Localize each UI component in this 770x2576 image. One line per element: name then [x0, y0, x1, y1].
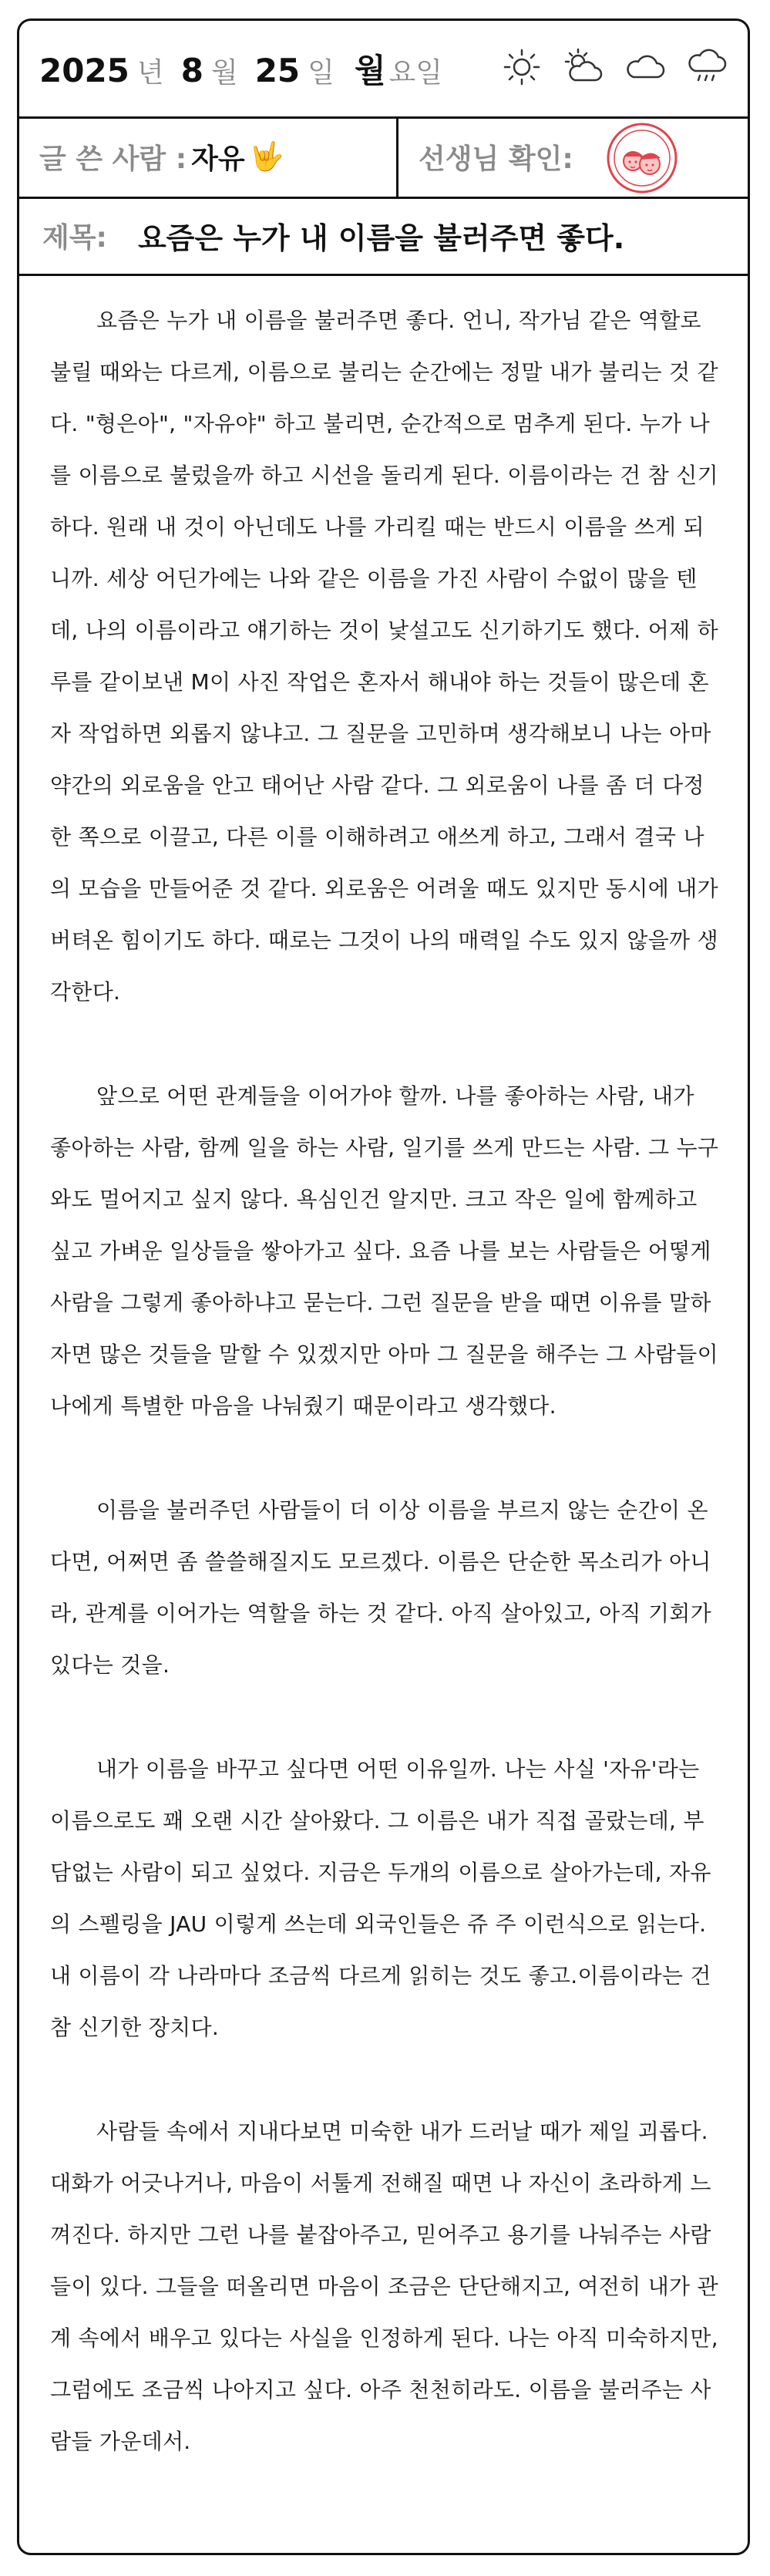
date-day-unit: 일: [308, 57, 335, 89]
teacher-cell: [398, 116, 748, 197]
date: [39, 45, 459, 92]
date-year: 2025: [39, 52, 129, 89]
partly-cloudy-icon[interactable]: [563, 46, 604, 91]
diary-sheet: [17, 19, 750, 2555]
author-row: [19, 116, 748, 199]
weather-options: [501, 46, 728, 91]
diary-body: [50, 295, 722, 2520]
paragraph: 이름을 불러주던 사람들이 더 이상 이름을 부르지 않는 순간이 온다면, 어쩌면 좀 쓸쓸해질지도 모르겠다. 이름은 단순한 목소리가 아니라, 관계를 이어가는 역할을 하는 것 같다. 아직 살아있고, 아직 기회가 있다는 것을.: [50, 1497, 712, 1678]
diary-title: 요즘은 누가 내 이름을 불러주면 좋다.: [137, 221, 625, 255]
paragraph: 내가 이름을 바꾸고 싶다면 어떤 이유일까. 나는 사실 '자유'라는 이름으로도 꽤 오랜 시간 살아왔다. 그 이름은 내가 직접 골랐는데, 부담없는 사람이 되고 싶었다. 지금은 두개의 이름으로 살아가는데, 자유의 스펠링을 JAU 이렇게 쓰는데 외국인들은 쥬 주 이런식으로 읽는다. 내 이름이 각 나라마다 조금씩 다르게 읽히는 것도 좋고.이름이라는 건 참 신기한 장치다.: [50, 1756, 711, 2040]
date-month-unit: 월: [210, 57, 238, 89]
writer-cell: [19, 116, 398, 197]
hand-emoji: 🤟: [249, 141, 284, 173]
paragraph: 앞으로 어떤 관계들을 이어가야 할까. 나를 좋아하는 사람, 내가 좋아하는 사람, 함께 일을 하는 사람, 일기를 쓰게 만드는 사람. 그 누구와도 멀어지고 싶지 않다. 욕심인건 알지만. 크고 작은 일에 함께하고 싶고 가벼운 일상들을 쌓아가고 싶다. 요즘 나를 보는 사람들은 어떻게 사람을 그렇게 좋아하냐고 묻는다. 그런 질문을 받을 때면 이유를 말하자면 많은 것들을 말할 수 있겠지만 아마 그 질문을 해주는 그 사람들이 나에게 특별한 마음을 나눠줬기 때문이라고 생각했다.: [50, 1083, 719, 1419]
writer-label: 글 쓴 사람 :: [39, 143, 187, 175]
date-weekday-unit: 요일: [388, 57, 443, 89]
writer-name: 자유: [191, 143, 245, 175]
stamp-icon: [605, 121, 679, 195]
date-row: [19, 21, 748, 119]
teacher-label: 선생님 확인:: [419, 143, 573, 175]
cloud-icon[interactable]: [624, 46, 666, 91]
date-month: 8: [180, 52, 203, 89]
rain-icon[interactable]: [686, 46, 728, 91]
date-day: 25: [254, 52, 301, 89]
date-weekday: 월: [354, 52, 386, 89]
title-label: 제목:: [42, 221, 107, 254]
paragraph: 사람들 속에서 지내다보면 미숙한 내가 드러날 때가 제일 괴롭다. 대화가 어긋나거나, 마음이 서툴게 전해질 때면 나 자신이 초라하게 느껴진다. 하지만 그런 나를 붙잡아주고, 믿어주고 용기를 나눠주는 사람들이 있다. 그들을 떠올리면 마음이 조금은 단단해지고, 여전히 내가 관계 속에서 배우고 있다는 사실을 인정하게 된다. 나는 아직 미숙하지만, 그럼에도 조금씩 나아지고 싶다. 아주 천천히라도. 이름을 불러주는 사람들 가운데서.: [50, 2119, 718, 2454]
paragraph: 요즘은 누가 내 이름을 불러주면 좋다. 언니, 작가님 같은 역할로 불릴 때와는 다르게, 이름으로 불리는 순간에는 정말 내가 불리는 것 같다. "형은아", "자유야" 하고 불리면, 순간적으로 멈추게 된다. 누가 나를 이름으로 불렀을까 하고 시선을 돌리게 된다. 이름이라는 건 참 신기하다. 원래 내 것이 아닌데도 나를 가리킬 때는 반드시 이름을 쓰게 되니까. 세상 어딘가에는 나와 같은 이름을 가진 사람이 수없이 많을 텐데, 나의 이름이라고 얘기하는 것이 낯설고도 신기하기도 했다. 어제 하루를 같이보낸 M이 사진 작업은 혼자서 해내야 하는 것들이 많은데 혼자 작업하면 외롭지 않냐고. 그 질문을 고민하며 생각해보니 나는 아마 약간의 외로움을 안고 태어난 사람 같다. 그 외로움이 나를 좀 더 다정한 쪽으로 이끌고, 다른 이를 이해하려고 애쓰게 하고, 그래서 결국 나의 모습을 만들어준 것 같다. 외로움은 어려울 때도 있지만 동시에 내가 버텨온 힘이기도 하다. 때로는 그것이 나의 매력일 수도 있지 않을까 생각한다.: [50, 308, 718, 1005]
sun-icon[interactable]: [501, 46, 543, 91]
title-row: [19, 197, 748, 276]
date-year-unit: 년: [136, 57, 164, 89]
